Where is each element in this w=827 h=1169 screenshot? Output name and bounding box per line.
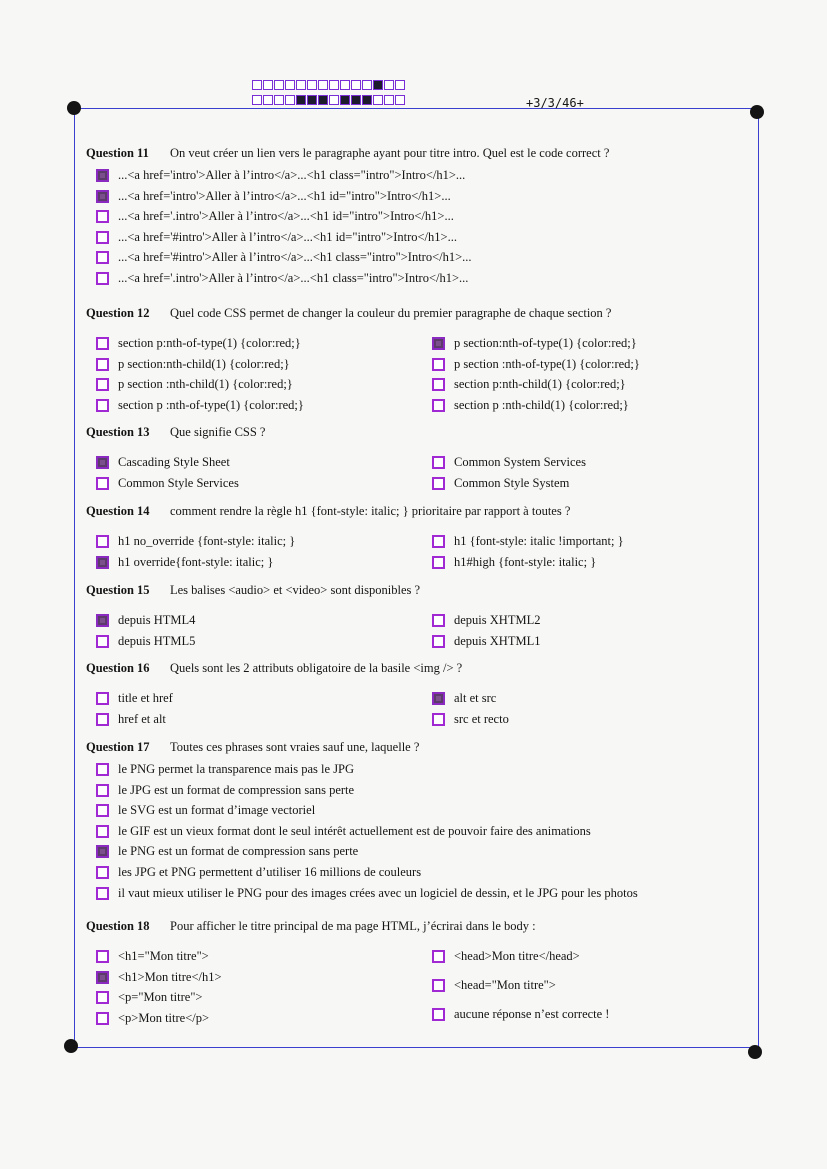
checkbox-checked[interactable] — [96, 845, 109, 858]
checkbox[interactable] — [96, 378, 109, 391]
answer-option[interactable] — [432, 555, 596, 570]
checkbox[interactable] — [432, 979, 445, 992]
checkbox-checked[interactable] — [432, 337, 445, 350]
checkbox[interactable] — [96, 713, 109, 726]
checkbox[interactable] — [432, 614, 445, 627]
checkbox[interactable] — [96, 399, 109, 412]
corner-marker-top-right — [750, 105, 764, 119]
answer-option[interactable] — [432, 534, 624, 549]
answer-label: le JPG est un format de compression sans perte — [118, 782, 355, 797]
answer-label: ...<a href='.intro'>Aller à l’intro</a>...<h1 id="intro">Intro</h1>... — [118, 209, 454, 224]
answer-option[interactable] — [96, 990, 202, 1005]
question-header — [86, 740, 419, 755]
answer-option[interactable] — [432, 634, 540, 649]
question-text: Que signifie CSS ? — [170, 425, 266, 439]
barcode-cell — [351, 95, 361, 105]
answer-option[interactable] — [432, 712, 509, 727]
answer-option[interactable] — [96, 476, 239, 491]
checkbox[interactable] — [432, 713, 445, 726]
answer-label: p section :nth-child(1) {color:red;} — [118, 377, 293, 392]
barcode-row-2 — [252, 95, 405, 105]
answer-label: depuis XHTML1 — [454, 633, 541, 648]
barcode-cell — [296, 95, 306, 105]
question-number: Question 12 — [86, 306, 150, 320]
question-number: Question 13 — [86, 425, 150, 439]
checkbox-checked[interactable] — [96, 190, 109, 203]
barcode-cell — [329, 80, 339, 90]
answer-label: ...<a href='intro'>Aller à l’intro</a>...<h1 id="intro">Intro</h1>... — [118, 188, 451, 203]
barcode-cell — [252, 80, 262, 90]
answer-option[interactable] — [96, 783, 354, 798]
barcode-cell — [274, 95, 284, 105]
question-text: comment rendre la règle h1 {font-style: italic; } prioritaire par rapport à toutes ? — [170, 504, 571, 518]
question-header — [86, 146, 609, 161]
checkbox-checked[interactable] — [432, 692, 445, 705]
answer-label: le GIF est un vieux format dont le seul intérêt actuellement est de pouvoir faire des animations — [118, 823, 591, 838]
checkbox[interactable] — [96, 358, 109, 371]
answer-option[interactable] — [96, 189, 451, 204]
question-text: Pour afficher le titre principal de ma page HTML, j’écrirai dans le body : — [170, 919, 536, 933]
answer-label: Common Style System — [454, 475, 570, 490]
barcode-cell — [307, 95, 317, 105]
checkbox-checked[interactable] — [96, 971, 109, 984]
answer-label: <p>Mon titre</p> — [118, 1010, 210, 1025]
question-header — [86, 661, 462, 676]
answer-label: <p="Mon titre"> — [118, 990, 203, 1005]
answer-option[interactable] — [96, 250, 472, 265]
barcode-row-1 — [252, 80, 405, 90]
answer-label: section p:nth-child(1) {color:red;} — [454, 377, 626, 392]
checkbox-checked[interactable] — [96, 456, 109, 469]
answer-option[interactable] — [432, 978, 556, 993]
answer-label: href et alt — [118, 711, 166, 726]
checkbox[interactable] — [96, 763, 109, 776]
question-header — [86, 583, 420, 598]
sheet-id-code: +3/3/46+ — [526, 96, 584, 110]
checkbox[interactable] — [96, 866, 109, 879]
barcode-cell — [274, 80, 284, 90]
question-header — [86, 919, 536, 934]
checkbox[interactable] — [432, 378, 445, 391]
answer-option[interactable] — [432, 336, 637, 351]
answer-option[interactable] — [96, 803, 315, 818]
barcode-cell — [373, 95, 383, 105]
checkbox[interactable] — [432, 556, 445, 569]
question-header — [86, 306, 611, 321]
checkbox[interactable] — [96, 337, 109, 350]
answer-option[interactable] — [432, 1007, 609, 1022]
barcode-cell — [329, 95, 339, 105]
answer-option[interactable] — [96, 824, 591, 839]
checkbox[interactable] — [96, 825, 109, 838]
answer-label: ...<a href='#intro'>Aller à l’intro</a>...<h1 class="intro">Intro</h1>... — [118, 250, 472, 265]
answer-option[interactable] — [432, 357, 640, 372]
answer-label: h1#high {font-style: italic; } — [454, 554, 597, 569]
answer-frame — [74, 108, 759, 1048]
answer-option[interactable] — [96, 271, 468, 286]
answer-label: depuis HTML4 — [118, 613, 196, 627]
answer-option[interactable] — [432, 398, 629, 413]
answer-option[interactable] — [96, 398, 304, 413]
answer-label: <h1>Mon titre</h1> — [118, 969, 222, 984]
barcode-cell — [351, 80, 361, 90]
checkbox[interactable] — [96, 231, 109, 244]
question-header — [86, 504, 570, 519]
question-number: Question 14 — [86, 504, 150, 518]
checkbox[interactable] — [96, 692, 109, 705]
answer-label: aucune réponse n’est correcte ! — [454, 1007, 610, 1021]
answer-label: <head>Mon titre</head> — [454, 949, 580, 963]
answer-option[interactable] — [96, 762, 354, 777]
answer-label: Common Style Services — [118, 475, 239, 490]
corner-marker-bottom-left — [64, 1039, 78, 1053]
question-number: Question 18 — [86, 919, 150, 933]
question-number: Question 15 — [86, 583, 150, 597]
answer-option[interactable] — [96, 865, 421, 880]
answer-label: les JPG et PNG permettent d’utiliser 16 millions de couleurs — [118, 865, 422, 879]
answer-option[interactable] — [96, 168, 465, 183]
checkbox[interactable] — [432, 1008, 445, 1021]
answer-label: <head="Mon titre"> — [454, 978, 556, 992]
answer-label: section p :nth-of-type(1) {color:red;} — [118, 397, 304, 412]
answer-option[interactable] — [96, 1011, 209, 1026]
answer-label: h1 override{font-style: italic; } — [118, 554, 274, 569]
checkbox[interactable] — [96, 210, 109, 223]
checkbox[interactable] — [96, 804, 109, 817]
question-text: Quel code CSS permet de changer la couleur du premier paragraphe de chaque section ? — [170, 306, 612, 320]
checkbox[interactable] — [96, 251, 109, 264]
barcode-cell — [318, 95, 328, 105]
checkbox[interactable] — [96, 477, 109, 490]
barcode-cell — [362, 95, 372, 105]
checkbox[interactable] — [96, 272, 109, 285]
barcode-cell — [263, 80, 273, 90]
answer-label: ...<a href='#intro'>Aller à l’intro</a>...<h1 id="intro">Intro</h1>... — [118, 229, 457, 244]
answer-option[interactable] — [432, 455, 586, 470]
answer-label: title et href — [118, 691, 173, 705]
checkbox[interactable] — [96, 950, 109, 963]
barcode-cell — [362, 80, 372, 90]
barcode-cell — [384, 95, 394, 105]
answer-label: le PNG est un format de compression sans perte — [118, 844, 359, 859]
barcode-cell — [318, 80, 328, 90]
barcode-cell — [373, 80, 383, 90]
answer-option[interactable] — [96, 844, 358, 859]
checkbox-checked[interactable] — [96, 169, 109, 182]
question-number: Question 11 — [86, 146, 149, 160]
answer-option[interactable] — [432, 476, 569, 491]
answer-option[interactable] — [432, 377, 626, 392]
barcode-cell — [340, 95, 350, 105]
checkbox[interactable] — [432, 358, 445, 371]
answer-label: ...<a href='intro'>Aller à l’intro</a>...<h1 class="intro">Intro</h1>... — [118, 168, 466, 182]
answer-option[interactable] — [96, 455, 230, 470]
answer-option[interactable] — [96, 691, 173, 706]
checkbox[interactable] — [432, 635, 445, 648]
answer-option[interactable] — [96, 970, 222, 985]
question-header — [86, 425, 265, 440]
barcode-cell — [285, 95, 295, 105]
answer-option[interactable] — [96, 634, 195, 649]
answer-label: section p:nth-of-type(1) {color:red;} — [118, 336, 301, 350]
corner-marker-bottom-right — [748, 1045, 762, 1059]
barcode-cell — [384, 80, 394, 90]
answer-label: Common System Services — [454, 455, 586, 469]
answer-option[interactable] — [432, 691, 496, 706]
barcode-cell — [395, 95, 405, 105]
checkbox[interactable] — [432, 456, 445, 469]
barcode-cell — [395, 80, 405, 90]
question-text: Toutes ces phrases sont vraies sauf une, laquelle ? — [170, 740, 420, 754]
answer-option[interactable] — [96, 949, 209, 964]
barcode-cell — [285, 80, 295, 90]
answer-label: ...<a href='.intro'>Aller à l’intro</a>...<h1 class="intro">Intro</h1>... — [118, 271, 469, 285]
barcode-cell — [263, 95, 273, 105]
barcode-cell — [307, 80, 317, 90]
answer-label: il vaut mieux utiliser le PNG pour des images crées avec un logiciel de dessin, et le JPG pour les photos — [118, 885, 638, 900]
answer-label: depuis XHTML2 — [454, 613, 541, 627]
answer-option[interactable] — [96, 357, 290, 372]
answer-label: p section :nth-of-type(1) {color:red;} — [454, 356, 640, 371]
answer-option[interactable] — [96, 209, 454, 224]
checkbox[interactable] — [96, 991, 109, 1004]
answer-label: le SVG est un format d’image vectoriel — [118, 803, 316, 818]
answer-option[interactable] — [96, 336, 301, 351]
answer-option[interactable] — [96, 555, 273, 570]
question-text: Quels sont les 2 attributs obligatoire de la basile <img /> ? — [170, 661, 463, 675]
answer-label: section p :nth-child(1) {color:red;} — [454, 397, 629, 412]
answer-option[interactable] — [432, 613, 540, 628]
barcode-cell — [340, 80, 350, 90]
answer-option[interactable] — [96, 377, 293, 392]
answer-option[interactable] — [96, 230, 457, 245]
question-number: Question 17 — [86, 740, 150, 754]
barcode-cell — [296, 80, 306, 90]
checkbox-checked[interactable] — [96, 556, 109, 569]
answer-option[interactable] — [96, 712, 166, 727]
question-number: Question 16 — [86, 661, 150, 675]
answer-label: alt et src — [454, 691, 497, 705]
checkbox[interactable] — [432, 950, 445, 963]
answer-option[interactable] — [432, 949, 580, 964]
checkbox[interactable] — [432, 477, 445, 490]
answer-label: src et recto — [454, 711, 509, 726]
answer-option[interactable] — [96, 886, 638, 901]
checkbox[interactable] — [96, 635, 109, 648]
checkbox-checked[interactable] — [96, 614, 109, 627]
question-text: On veut créer un lien vers le paragraphe ayant pour titre intro. Quel est le code correct ? — [170, 146, 610, 160]
answer-label: <h1="Mon titre"> — [118, 949, 209, 963]
answer-option[interactable] — [96, 613, 195, 628]
checkbox[interactable] — [96, 535, 109, 548]
answer-label: depuis HTML5 — [118, 633, 196, 648]
checkbox[interactable] — [432, 399, 445, 412]
answer-label: Cascading Style Sheet — [118, 455, 230, 469]
answer-label: h1 no_override {font-style: italic; } — [118, 534, 296, 548]
question-text: Les balises <audio> et <video> sont disponibles ? — [170, 583, 421, 597]
checkbox[interactable] — [432, 535, 445, 548]
checkbox[interactable] — [96, 1012, 109, 1025]
checkbox[interactable] — [96, 887, 109, 900]
answer-label: h1 {font-style: italic !important; } — [454, 534, 624, 548]
answer-option[interactable] — [96, 534, 295, 549]
answer-label: p section:nth-of-type(1) {color:red;} — [454, 336, 637, 350]
barcode-cell — [252, 95, 262, 105]
checkbox[interactable] — [96, 784, 109, 797]
answer-label: p section:nth-child(1) {color:red;} — [118, 356, 290, 371]
corner-marker-top-left — [67, 101, 81, 115]
answer-label: le PNG permet la transparence mais pas le JPG — [118, 762, 355, 776]
